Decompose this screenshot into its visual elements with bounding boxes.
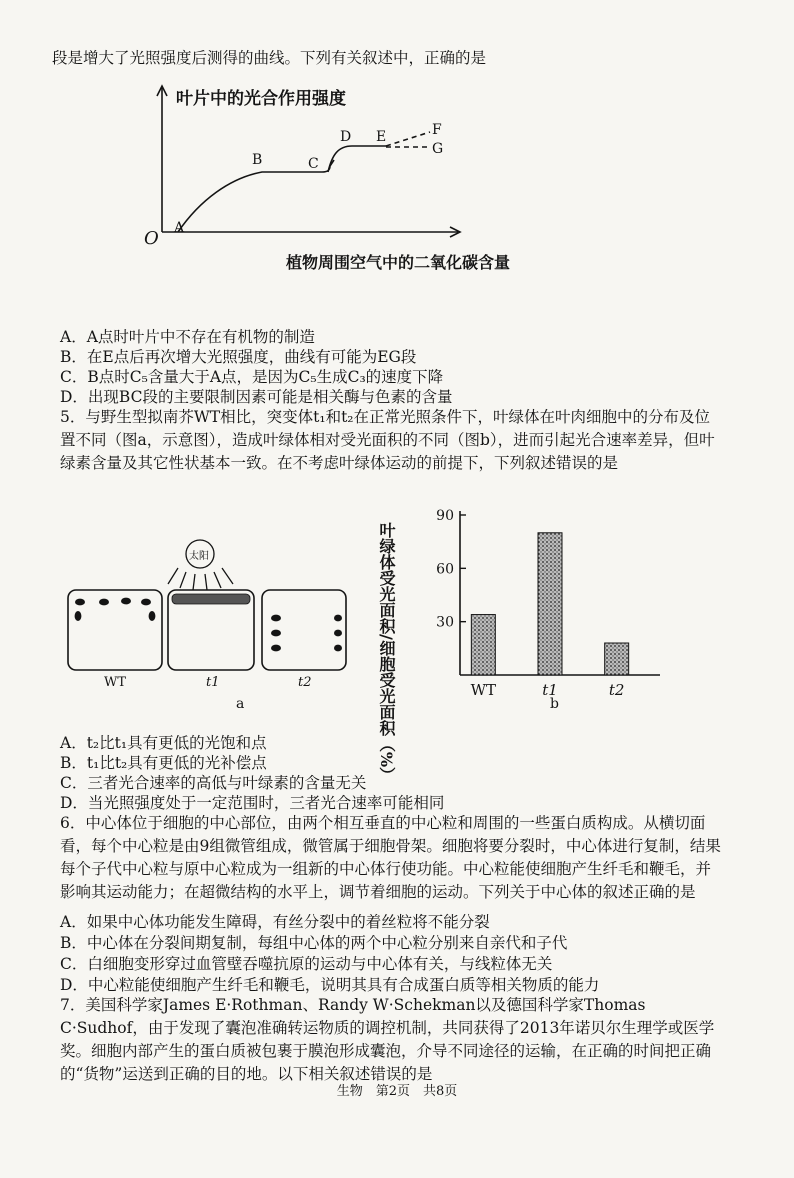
fig1-point-g: G — [432, 141, 444, 157]
fig1-x-label: 植物周围空气中的二氧化碳含量 — [286, 253, 511, 272]
photosynthesis-curve-figure — [0, 0, 794, 300]
chart-b-xtick-label: t1 — [542, 681, 558, 699]
cell-label-wt: WT — [104, 675, 127, 690]
chart-b-xtick-label: WT — [470, 681, 497, 699]
fig1-point-a: A — [174, 220, 185, 236]
fig-a-caption: a — [236, 696, 245, 712]
q7-stem: 7．美国科学家James E·Rothman、Randy W·Schekman以及德国科学家Thomas C·Sudhof，由于发现了囊泡准确转运物质的调控机制，共同获得了2013年诺贝尔生理学或医学奖。细胞内部产生的蛋白质被包裹于膜泡形成囊泡，介导不同途径的运输，在正确的时间把正确的“货物”运送到正确的目的地。以下相关叙述错误的是 — [60, 996, 715, 1083]
page-footer: 生物 第2页 共8页 — [336, 1084, 458, 1099]
chart-b-ytick-label: 30 — [436, 614, 454, 631]
chart-b-ytick-label: 60 — [436, 561, 454, 578]
fig1-point-d: D — [340, 129, 352, 145]
fig1-point-f: F — [432, 122, 442, 138]
fig1-point-e: E — [376, 129, 387, 145]
cell-label-t1: t1 — [206, 675, 220, 690]
q5-stem: 5．与野生型拟南芥WT相比，突变体t₁和t₂在正常光照条件下，叶绿体在叶肉细胞中的分布及位置不同（图a，示意图），造成叶绿体相对受光面积的不同（图b），进而引起光合速率差异，但叶绿素含量及其它性状基本一致。在不考虑叶绿体运动的前提下，下列叙述错误的是 — [60, 408, 715, 472]
chloroplasts-wt — [75, 598, 156, 621]
fig1-point-b: B — [252, 152, 263, 168]
chart-b-ytick-label: 90 — [436, 508, 454, 524]
q5-option-a: A．t₂比t₁具有更低的光饱和点 — [60, 734, 267, 752]
chart-b-bar — [471, 615, 495, 675]
q6-option-a: A．如果中心体功能发生障碍，有丝分裂中的着丝粒将不能分裂 — [60, 913, 490, 931]
intro-line: 段是增大了光照强度后测得的曲线。下列有关叙述中，正确的是 — [52, 49, 487, 67]
fig-b-caption: b — [550, 696, 559, 712]
fig1-origin: O — [144, 228, 159, 249]
q5-option-b: B．t₁比t₂具有更低的光补偿点 — [60, 754, 267, 772]
chart-b-xtick-label: t2 — [608, 681, 625, 699]
q4-option-a: A．A点时叶片中不存在有机物的制造 — [60, 328, 315, 346]
chart-b-bar — [538, 533, 562, 675]
sun-icon — [168, 540, 233, 590]
fig1-y-label: 叶片中的光合作用强度 — [176, 89, 346, 109]
q4-option-b: B．在E点后再次增大光照强度，曲线有可能为EG段 — [60, 348, 417, 366]
cell-label-t2: t2 — [298, 675, 312, 690]
chloroplasts-t1 — [172, 594, 250, 604]
q6-option-d: D．中心粒能使细胞产生纤毛和鞭毛，说明其具有合成蛋白质等相关物质的能力 — [60, 976, 600, 994]
fig1-curve-cd — [328, 146, 386, 172]
figure-a-cells — [0, 520, 794, 740]
fig-b-y-label: 叶绿体受光面积/细胞受光面积（%） — [377, 522, 396, 784]
q6-stem: 6．中心体位于细胞的中心部位，由两个相互垂直的中心粒和周围的一些蛋白质构成。从横切面看，每个中心粒是由9组微管组成，微管属于细胞骨架。细胞将要分裂时，中心体进行复制，结果每个子代中心粒与原中心粒成为一组新的中心体行使功能。中心粒能使细胞产生纤毛和鞭毛，并影响其运动能力；在超微结构的水平上，调节着细胞的运动。下列关于中心体的叙述正确的是 — [60, 814, 721, 901]
chloroplasts-t2 — [271, 615, 342, 652]
q6-option-b: B．中心体在分裂间期复制，每组中心体的两个中心粒分别来自亲代和子代 — [60, 934, 568, 952]
q4-option-c: C．B点时C₅含量大于A点，是因为C₅生成C₃的速度下降 — [60, 368, 444, 386]
fig1-point-c: C — [308, 156, 319, 172]
q6-option-c: C．白细胞变形穿过血管壁吞噬抗原的运动与中心体有关，与线粒体无关 — [60, 955, 553, 973]
figure-b-bar-chart — [430, 505, 670, 725]
chart-b-bar — [605, 643, 629, 675]
q5-option-c: C．三者光合速率的高低与叶绿素的含量无关 — [60, 774, 367, 792]
fig1-curve-ef — [386, 132, 430, 146]
q4-option-d: D．出现BC段的主要限制因素可能是相关酶与色素的含量 — [60, 388, 453, 406]
q5-option-d: D．当光照强度处于一定范围时，三者光合速率可能相同 — [60, 794, 445, 812]
sun-label: 太阳 — [189, 551, 209, 562]
